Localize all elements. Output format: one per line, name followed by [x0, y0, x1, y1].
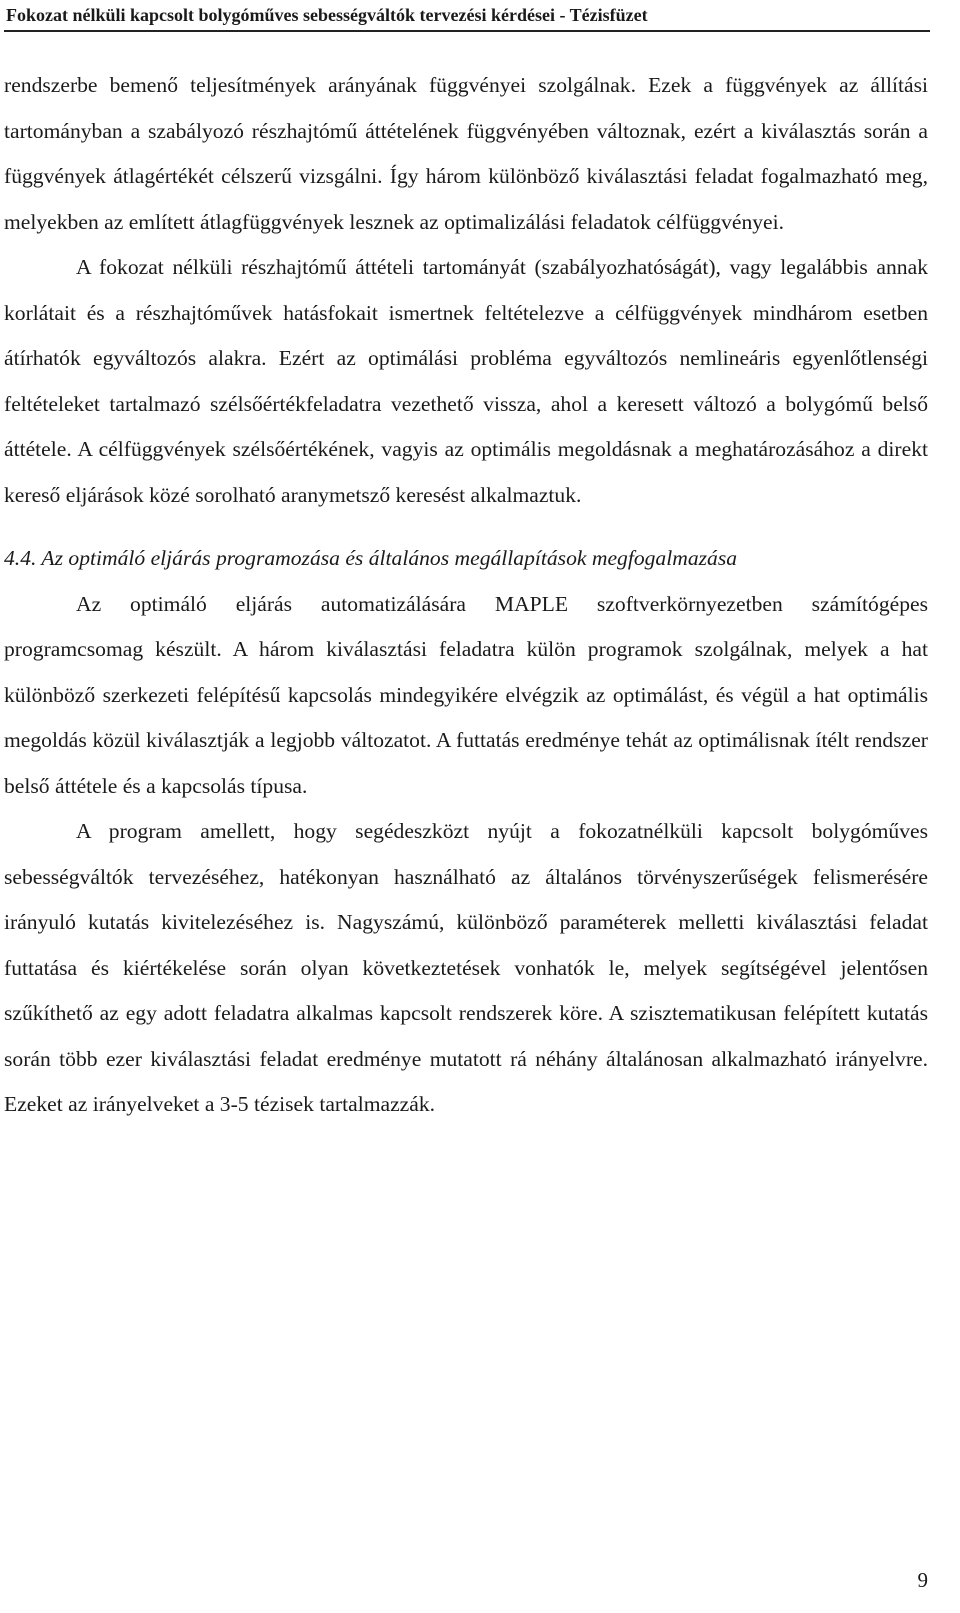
paragraph-general-findings: A program amellett, hogy segédeszközt nyújt a fokozatnélküli kapcsolt bolygóműves sebességváltók tervezéséhez, hatékonyan használható az általános törvényszerűségek felismerésére irányuló kutatás kivitelezéséhez is. Nagyszámú, különböző paraméterek melletti kiválasztási feladat futtatása és kiértékelése során olyan következtetések vonhatók le, melyek segítségével jelentősen szűkíthető az egy adott feladatra alkalmas kapcsolt rendszerek köre. A szisztematikusan felépített kutatás során több ezer kiválasztási feladat eredménye mutatott rá néhány általánosan alkalmazható irányelvre. Ezeket az irányelveket a 3-5 tézisek tartalmazzák.: [4, 819, 928, 1116]
section-title: Az optimáló eljárás programozása és általános megállapítások megfogalmazása: [41, 546, 738, 570]
paragraph-maple-program: Az optimáló eljárás automatizálására MAPLE szoftverkörnyezetben számítógépes programcsomag készült. A három kiválasztási feladatra külön programok szolgálnak, melyek a hat különböző szerkezeti felépítésű kapcsolás mindegyikére elvégzik az optimálást, és végül a hat optimális megoldás közül kiválasztják a legjobb változatot. A futtatás eredménye tehát az optimálisnak ítélt rendszer belső áttétele és a kapcsolás típusa.: [4, 591, 928, 798]
header-rule: [4, 30, 930, 32]
paragraph-optimization-problem: A fokozat nélküli részhajtómű áttételi tartományát (szabályozhatóságát), vagy legalábbis annak korlátait és a részhajtóművek hatásfokait ismertnek feltételezve a célfüggvények mindhárom esetben átírhatók egyváltozós alakra. Ezért az optimálási probléma egyváltozós nemlineáris egyenlőtlenségi feltételeket tartalmazó szélsőértékfeladatra vezethető vissza, ahol a keresett változó a bolygómű belső áttétele. A célfüggvények szélsőértékének, vagyis az optimális megoldásnak a meghatározásához a direkt kereső eljárások közé sorolható aranymetsző keresést alkalmaztuk.: [4, 255, 928, 507]
page-number: 9: [917, 1568, 928, 1592]
section-heading: [4, 536, 928, 582]
document-body: [4, 63, 928, 1128]
section-number: 4.4.: [4, 546, 37, 570]
running-header: Fokozat nélküli kapcsolt bolygóműves sebességváltók tervezési kérdései - Tézisfüzet: [6, 5, 648, 25]
paragraph-continuation: rendszerbe bemenő teljesítmények arányának függvényei szolgálnak. Ezek a függvények az állítási tartományban a szabályozó részhajtómű áttételének függvényében változnak, ezért a kiválasztás során a függvények átlagértékét célszerű vizsgálni. Így három különböző kiválasztási feladat fogalmazható meg, melyekben az említett átlagfüggvények lesznek az optimalizálási feladatok célfüggvényei.: [4, 73, 928, 234]
